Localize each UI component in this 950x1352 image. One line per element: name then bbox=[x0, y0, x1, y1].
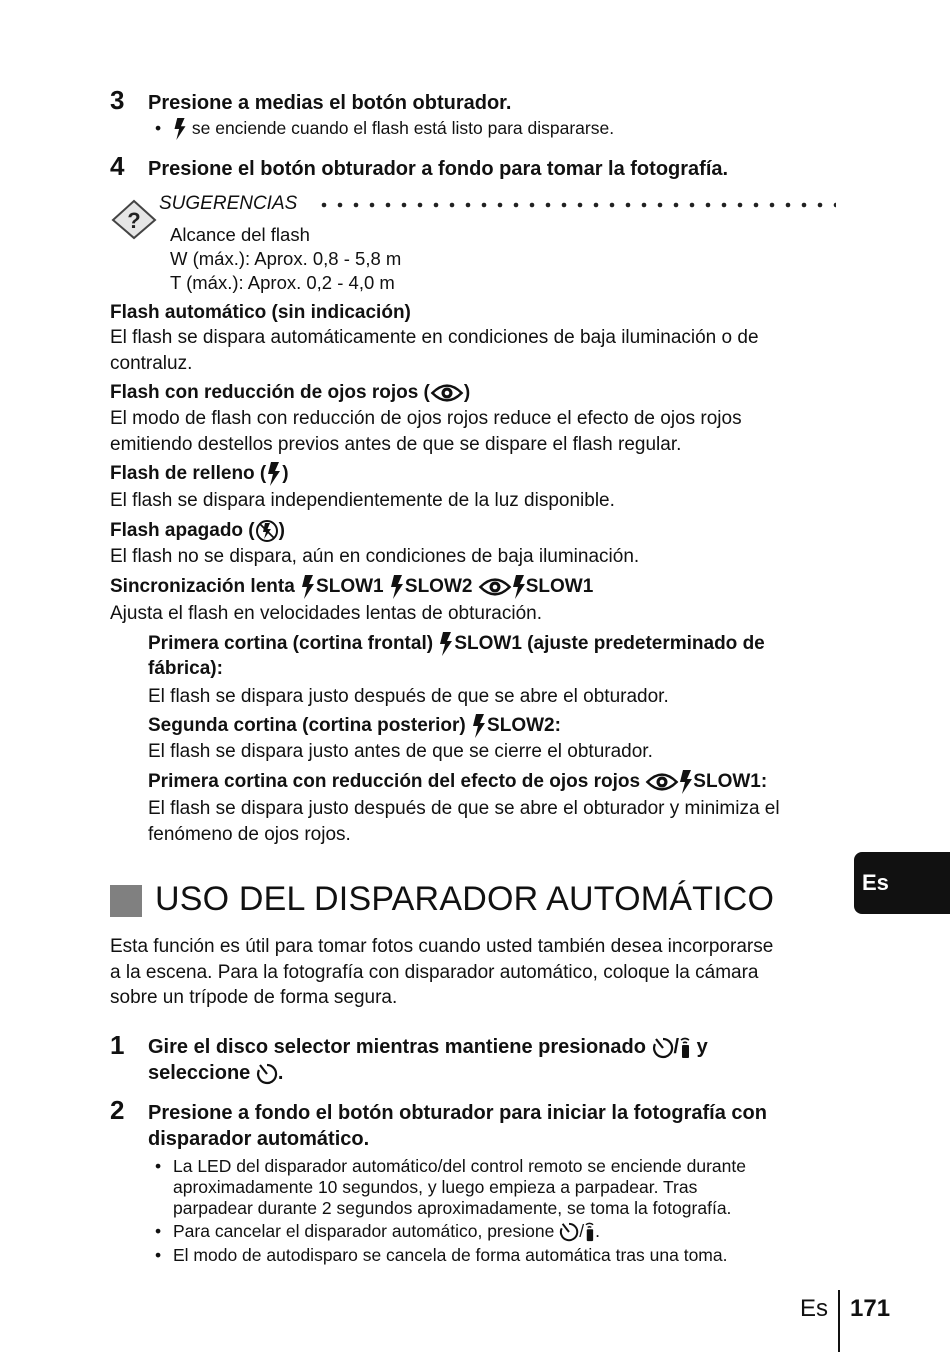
step-text-part: seleccione bbox=[148, 1062, 251, 1084]
flash-icon bbox=[300, 575, 316, 599]
text-line: contraluz. bbox=[110, 352, 193, 374]
tips-title: SUGERENCIAS bbox=[159, 193, 298, 214]
front-redeye-heading bbox=[148, 769, 767, 794]
heading-text: Flash con reducción de ojos rojos ( bbox=[110, 382, 430, 403]
step-number: 3 bbox=[110, 85, 125, 115]
step-text: Presione a medias el botón obturador. bbox=[148, 92, 512, 114]
flash-icon bbox=[679, 770, 693, 794]
bullet-item: • El modo de autodisparo se cancela de forma automática tras una toma. bbox=[155, 1245, 728, 1265]
tips-line: W (máx.): Aprox. 0,8 - 5,8 m bbox=[170, 248, 402, 269]
svg-text:?: ? bbox=[127, 208, 141, 233]
bullet-text: . bbox=[595, 1221, 600, 1241]
flash-off-heading bbox=[110, 518, 285, 543]
text-line: El flash se dispara independientemente de la luz disponible. bbox=[110, 490, 615, 511]
section-marker bbox=[110, 885, 142, 917]
flash-off-icon bbox=[255, 519, 279, 543]
text-line: El flash se dispara justo después de que se abre el obturador. bbox=[148, 686, 669, 707]
step-text-line: disparador automático. bbox=[148, 1128, 370, 1150]
flash-off-desc bbox=[110, 544, 639, 570]
bullet-text: se enciende cuando el flash está listo para dispararse. bbox=[191, 118, 615, 138]
step-number: 2 bbox=[110, 1095, 125, 1125]
text-line: Esta función es útil para tomar fotos cuando usted también desea incorporarse bbox=[110, 936, 774, 957]
heading-text: Flash de relleno ( bbox=[110, 463, 267, 484]
step-text: Presione el botón obturador a fondo para tomar la fotografía. bbox=[148, 158, 729, 180]
rear-curtain-desc bbox=[148, 739, 653, 765]
section-intro bbox=[110, 934, 773, 1011]
redeye-icon bbox=[430, 382, 464, 404]
redeye-icon bbox=[645, 771, 679, 793]
footer-divider bbox=[838, 1290, 840, 1352]
flash-redeye-desc bbox=[110, 406, 742, 457]
step-text bbox=[148, 1100, 767, 1152]
text-line: El flash no se dispara, aún en condiciones de baja iluminación. bbox=[110, 546, 640, 567]
flash-icon bbox=[173, 118, 187, 140]
bullet-text: El modo de autodisparo se cancela de forma automática tras una toma. bbox=[173, 1245, 728, 1265]
text-line: fenómeno de ojos rojos. bbox=[148, 823, 351, 845]
flash-icon bbox=[512, 575, 526, 599]
flash-icon bbox=[266, 462, 282, 486]
step-number: 4 bbox=[110, 151, 125, 181]
bullet-item: • Para cancelar el disparador automático, presione / . bbox=[155, 1221, 600, 1241]
text-line: Ajusta el flash en velocidades lentas de obturación. bbox=[110, 603, 542, 624]
text-line: emitiendo destellos previos antes de que se dispare el flash regular. bbox=[110, 433, 682, 455]
bullet-item: • se enciende cuando el flash está listo para dispararse. bbox=[155, 118, 614, 140]
front-redeye-desc bbox=[148, 796, 780, 847]
tips-icon bbox=[110, 198, 158, 240]
flash-icon bbox=[438, 632, 454, 656]
bullet-text: Para cancelar el disparador automático, presione bbox=[173, 1221, 555, 1241]
self-timer-icon bbox=[559, 1222, 579, 1242]
flash-fill-desc bbox=[110, 488, 615, 514]
step-text-part: Gire el disco selector mientras mantiene presionado bbox=[148, 1036, 646, 1058]
footer-language: Es bbox=[800, 1295, 829, 1322]
slow2-label: SLOW2 bbox=[404, 576, 473, 597]
heading-text: Segunda cortina (cortina posterior) bbox=[148, 715, 466, 736]
flash-fill-heading bbox=[110, 461, 289, 486]
heading-text: Sincronización lenta bbox=[110, 576, 295, 597]
remote-icon bbox=[584, 1222, 595, 1242]
flash-auto-heading: Flash automático (sin indicación) bbox=[110, 302, 411, 323]
step-text-part: y bbox=[696, 1036, 708, 1058]
text-line: a la escena. Para la fotografía con disparador automático, coloque la cámara bbox=[110, 961, 759, 983]
flash-auto-desc bbox=[110, 325, 759, 376]
front-curtain-desc bbox=[148, 684, 669, 710]
section-title: USO DEL DISPARADOR AUTOMÁTICO bbox=[155, 880, 775, 918]
flash-redeye-heading bbox=[110, 380, 470, 405]
text-line: El flash se dispara automáticamente en condiciones de baja iluminación o de bbox=[110, 327, 759, 348]
heading-text: SLOW1 (ajuste predeterminado de bbox=[454, 633, 765, 654]
text-line: El flash se dispara justo después de que se abre el obturador y minimiza el bbox=[148, 798, 780, 819]
heading-text: Primera cortina (cortina frontal) bbox=[148, 633, 434, 654]
text-line: El modo de flash con reducción de ojos rojos reduce el efecto de ojos rojos bbox=[110, 408, 742, 429]
step-text: Gire el disco selector mientras mantiene presionado / y seleccione . bbox=[148, 1036, 708, 1084]
bullet-text: La LED del disparador automático/del control remoto se enciende durante bbox=[173, 1156, 746, 1176]
heading-text: SLOW1: bbox=[693, 771, 768, 792]
heading-text: ) bbox=[463, 382, 471, 403]
heading-text: ) bbox=[278, 520, 285, 541]
heading-text: Flash apagado ( bbox=[110, 520, 255, 541]
language-tab-label: Es bbox=[862, 870, 889, 895]
heading-text: fábrica): bbox=[148, 658, 223, 679]
slow1-label: SLOW1 bbox=[316, 576, 384, 597]
flash-icon bbox=[471, 714, 487, 738]
tips-divider bbox=[316, 202, 836, 208]
slow-sync-desc bbox=[110, 601, 542, 627]
text-line: El flash se dispara justo antes de que se cierre el obturador. bbox=[148, 741, 653, 762]
bullet-text: parpadear durante 2 segundos aproximadamente, se toma la fotografía. bbox=[173, 1198, 732, 1218]
slow1-label: SLOW1 bbox=[525, 576, 594, 597]
self-timer-icon bbox=[256, 1063, 278, 1085]
slow-sync-heading bbox=[110, 574, 593, 599]
bullet-item: • La LED del disparador automático/del control remoto se enciende durante aproximadamente 10 segundos, y luego empieza a parpadear. Tras parpadear durante 2 segundos aproximadamente, se toma la fotografía. bbox=[155, 1156, 746, 1218]
heading-text: SLOW2: bbox=[487, 715, 561, 736]
bullet-text: aproximadamente 10 segundos, y luego empieza a parpadear. Tras bbox=[173, 1177, 698, 1197]
step-text-part: . bbox=[277, 1062, 284, 1084]
page-number: 171 bbox=[850, 1295, 891, 1322]
text-line: sobre un trípode de forma segura. bbox=[110, 987, 398, 1008]
self-timer-icon bbox=[652, 1037, 674, 1059]
tips-line: Alcance del flash bbox=[170, 224, 310, 245]
rear-curtain-heading bbox=[148, 713, 561, 738]
heading-text: Primera cortina con reducción del efecto de ojos rojos bbox=[148, 771, 641, 792]
remote-icon bbox=[679, 1037, 691, 1059]
flash-icon bbox=[389, 575, 405, 599]
language-tab bbox=[854, 852, 950, 914]
redeye-icon bbox=[478, 576, 512, 598]
step-number: 1 bbox=[110, 1030, 125, 1060]
tips-content bbox=[170, 223, 401, 295]
step-text-line: Presione a fondo el botón obturador para iniciar la fotografía con bbox=[148, 1102, 767, 1124]
front-curtain-heading bbox=[148, 631, 765, 681]
tips-line: T (máx.): Aprox. 0,2 - 4,0 m bbox=[170, 272, 395, 293]
heading-text: ) bbox=[282, 463, 289, 484]
